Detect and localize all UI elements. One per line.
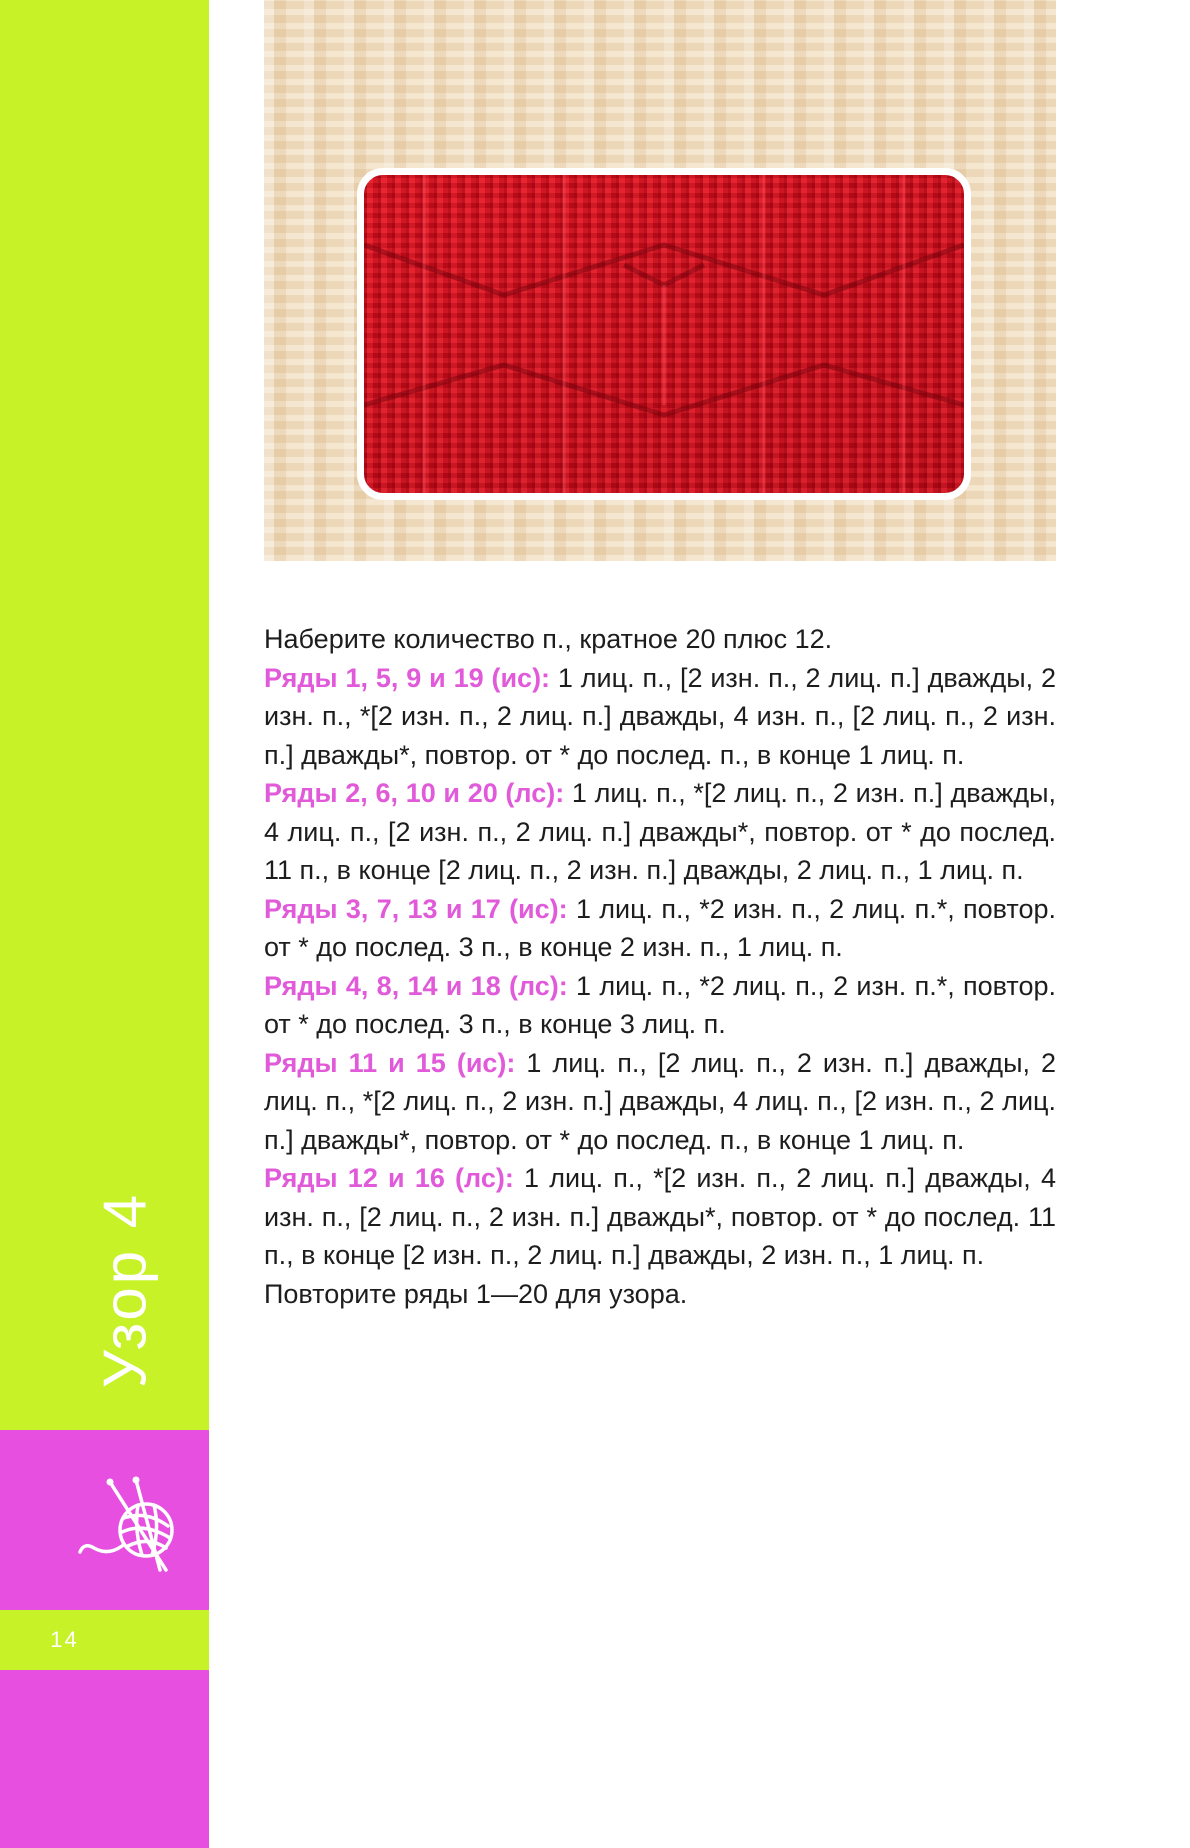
page-number: 14 [50, 1627, 79, 1652]
row-instruction [264, 1159, 1056, 1275]
pattern-instructions [264, 620, 1056, 1313]
intro-line: Наберите количество п., кратное 20 плюс 12. [264, 624, 833, 654]
row-label: Ряды 4, 8, 14 и 18 (лс): [264, 970, 568, 1001]
row-text: 1 лиц. п., *2 изн. п., 2 лиц. п.*, повтор. от * до послед. 3 п., в конце 2 изн. п., 1 лиц. п. [264, 893, 1056, 962]
row-instruction [264, 659, 1056, 775]
row-label: Ряды 2, 6, 10 и 20 (лс): [264, 778, 565, 808]
row-text: 1 лиц. п., [2 изн. п., 2 лиц. п.] дважды, 2 изн. п., *[2 изн. п., 2 лиц. п.] дважды, 4 изн. п., [2 лиц. п., 2 изн. п.] дважды*, повтор. от * до послед. п., в конце 1 лиц. п. [264, 662, 1057, 770]
row-label: Ряды 3, 7, 13 и 17 (ис): [264, 893, 568, 924]
pattern-title: Узор 4 [91, 1191, 159, 1389]
row-label: Ряды 1, 5, 9 и 19 (ис): [264, 662, 551, 693]
row-instruction [264, 890, 1056, 967]
row-text: 1 лиц. п., *[2 лиц. п., 2 изн. п.] дважды, 4 лиц. п., [2 изн. п., 2 лиц. п.] дважды*, повтор. от * до послед. 11 п., в конце [2 лиц. п., 2 изн. п.] дважды, 2 лиц. п., 1 лиц. п. [264, 778, 1056, 885]
knitting-swatch-photo [357, 168, 971, 500]
row-text: 1 лиц. п., [2 лиц. п., 2 изн. п.] дважды, 2 лиц. п., *[2 лиц. п., 2 изн. п.] дважды, 4 лиц. п., [2 изн. п., 2 лиц. п.] дважды*, повтор. от * до послед. п., в конце 1 лиц. п. [264, 1047, 1057, 1155]
yarn-ball-icon [78, 1474, 188, 1574]
row-label: Ряды 12 и 16 (лс): [264, 1163, 514, 1193]
outro-line: Повторите ряды 1—20 для узора. [264, 1278, 688, 1309]
row-instruction [264, 967, 1056, 1044]
sidebar-pink-bottom [0, 1670, 209, 1848]
row-text: 1 лиц. п., *[2 изн. п., 2 лиц. п.] дважды, 4 изн. п., [2 лиц. п., 2 изн. п.] дважды*, повтор. от * до послед. 11 п., в конце [2 изн. п., 2 лиц. п.] дважды, 2 изн. п., 1 лиц. п. [264, 1163, 1056, 1270]
row-instruction [264, 1044, 1056, 1160]
row-label: Ряды 11 и 15 (ис): [264, 1047, 516, 1078]
row-instruction [264, 774, 1056, 890]
row-text: 1 лиц. п., *2 лиц. п., 2 изн. п.*, повтор. от * до послед. 3 п., в конце 3 лиц. п. [264, 970, 1056, 1039]
knitting-photo-background [264, 0, 1056, 561]
